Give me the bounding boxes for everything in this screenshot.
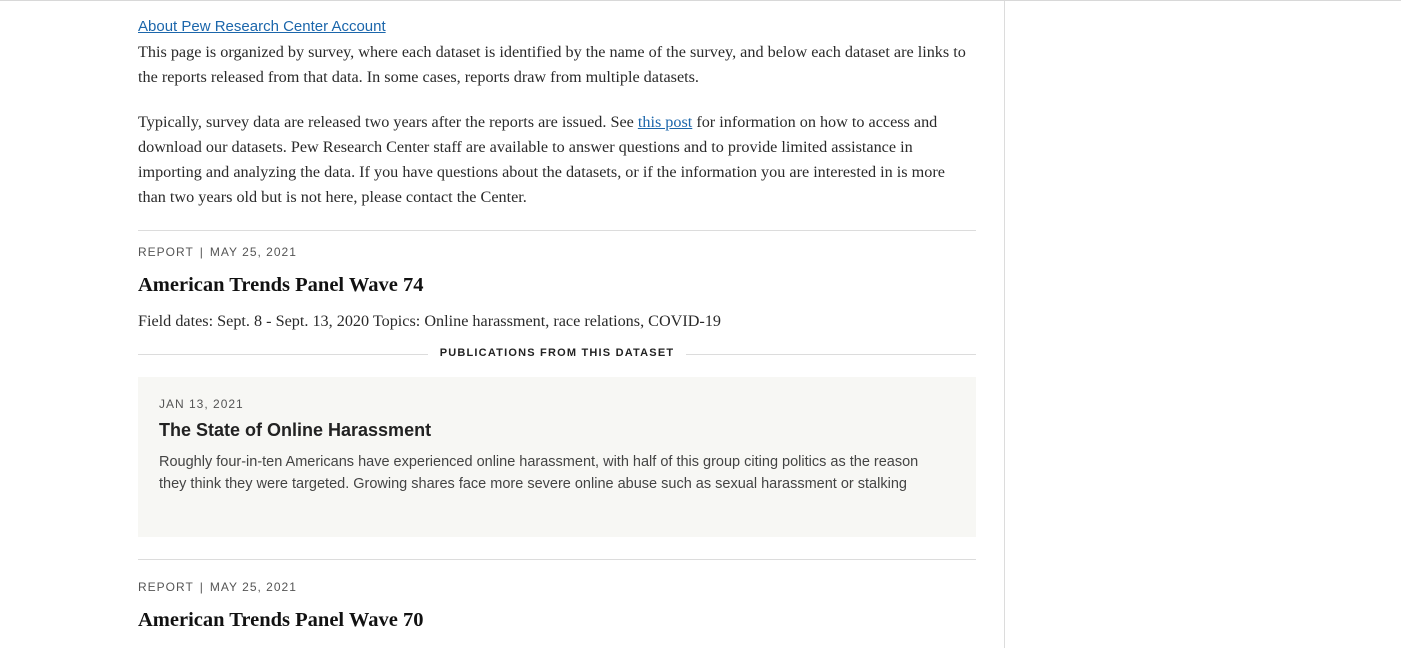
publication-title[interactable]: The State of Online Harassment — [159, 420, 432, 440]
intro-paragraph-1: This page is organized by survey, where each dataset is identified by the name of the survey, and below each dataset are links to the reports released from that data. In some cases, reports draw from multiple datasets. — [138, 43, 966, 86]
dataset-date: MAY 25, 2021 — [209, 245, 297, 259]
publication-summary: Roughly four-in-ten Americans have experienced online harassment, with half of this group citing politics as the reason they think they were targeted. Growing shares face more severe online abuse such as sexual harassment or stalking — [159, 454, 919, 492]
publications-heading — [138, 347, 976, 361]
section-divider — [138, 559, 976, 560]
dataset-title[interactable]: American Trends Panel Wave 74 — [138, 274, 424, 296]
sidebar-divider — [1004, 1, 1005, 648]
meta-separator: | — [199, 245, 204, 259]
section-divider — [138, 230, 976, 231]
intro-paragraph-2 — [138, 110, 976, 210]
top-border — [0, 0, 1401, 1]
intro-paragraph-2-text-before: Typically, survey data are released two years after the reports are issued. See — [138, 113, 638, 131]
dataset-type-label: REPORT — [138, 245, 194, 259]
meta-separator: | — [199, 580, 204, 594]
dataset-date: MAY 25, 2021 — [209, 580, 297, 594]
about-account-link[interactable]: About Pew Research Center Account — [138, 18, 386, 35]
intro-paragraph-2-text-after: for information on how to access and download our datasets. Pew Research Center staff are available to answer questions and to provide limited assistance in importing and analyzing the data. If you have questions about the datasets, or if the information you are interested in is more than two years old but is not here, please contact the Center. — [138, 113, 945, 206]
publications-heading-line-right — [686, 354, 976, 355]
publication-date: JAN 13, 2021 — [159, 397, 244, 411]
dataset-type-label: REPORT — [138, 580, 194, 594]
this-post-link[interactable]: this post — [637, 113, 693, 131]
publications-heading-text: PUBLICATIONS FROM THIS DATASET — [439, 347, 675, 359]
dataset-title[interactable]: American Trends Panel Wave 70 — [138, 609, 424, 631]
dataset-description: Field dates: Sept. 8 - Sept. 13, 2020 Topics: Online harassment, race relations, COVID-19 — [138, 312, 722, 330]
publication-card[interactable] — [138, 377, 976, 537]
dataset-meta — [138, 245, 297, 259]
dataset-meta — [138, 580, 297, 594]
